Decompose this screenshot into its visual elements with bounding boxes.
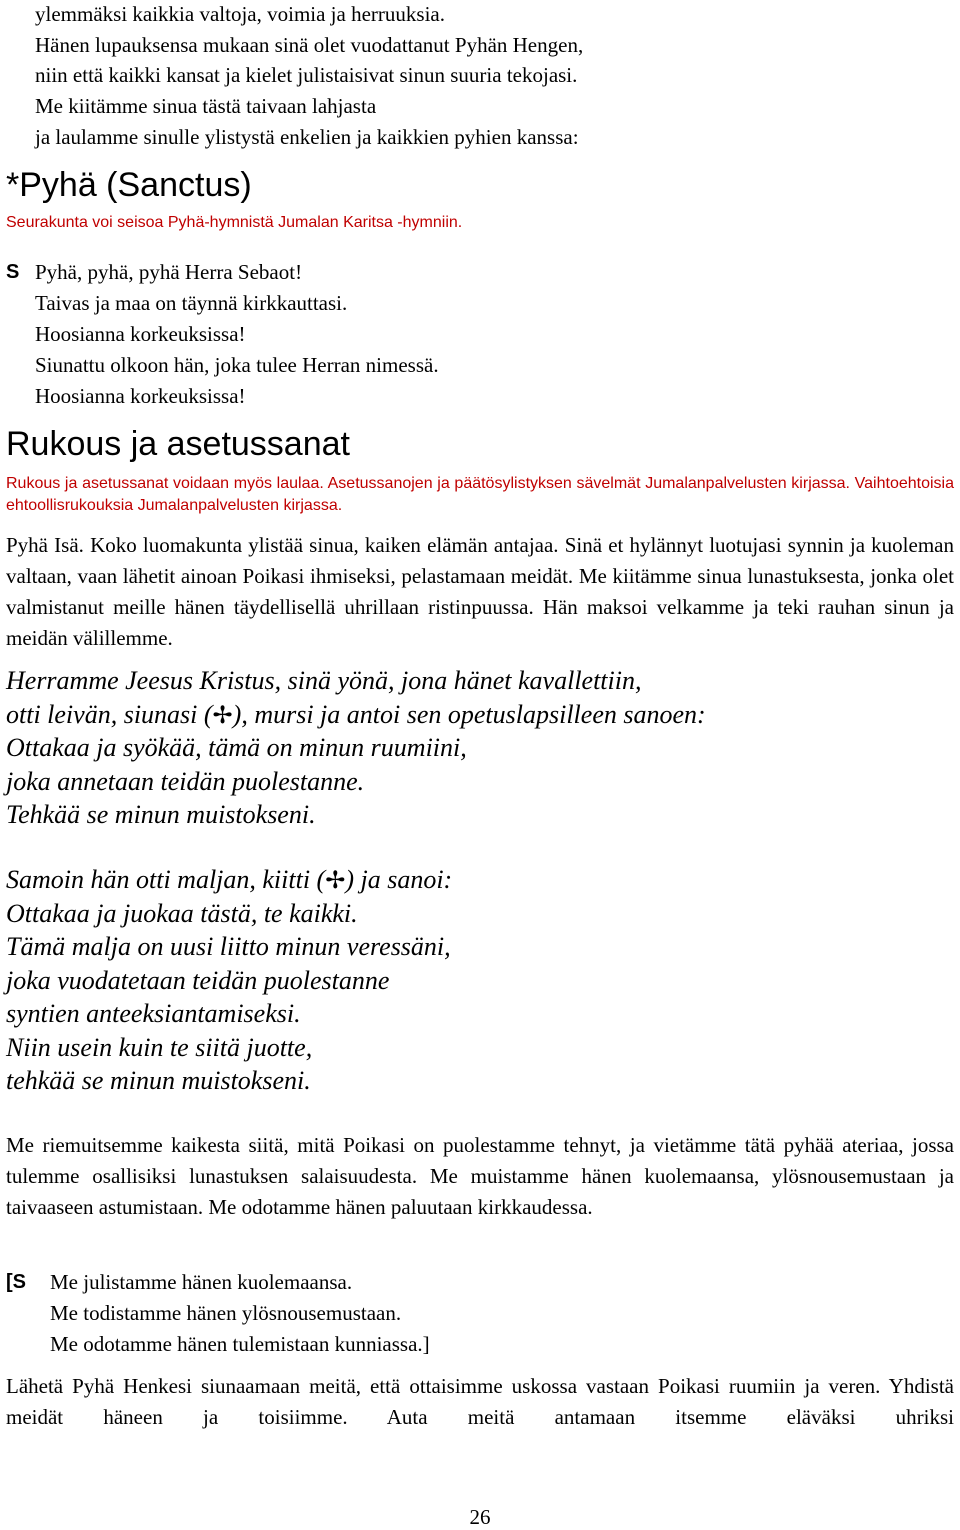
rubric-sanctus: Seurakunta voi seisoa Pyhä-hymnistä Jumalan Karitsa -hymniin. bbox=[6, 214, 463, 231]
prayer-paragraph-3: Lähetä Pyhä Henkesi siunaamaan meitä, että ottaisimme uskossa vastaan Poikasi ruumiin ja veren. Yhdistä meidät häneen ja toisiimme. Auta meitä antamaan itsemme eläväksi uhriksi bbox=[6, 1374, 954, 1429]
sanctus-line: Hoosianna korkeuksissa! bbox=[35, 322, 246, 346]
text-line: Hänen lupauksensa mukaan sinä olet vuodattanut Pyhän Hengen, bbox=[35, 33, 584, 57]
sanctus-line: Hoosianna korkeuksissa! bbox=[35, 384, 246, 408]
speaker-marker-s: S bbox=[6, 261, 20, 283]
sanctus-line: Pyhä, pyhä, pyhä Herra Sebaot! bbox=[35, 260, 303, 284]
institution-bread-line: joka annetaan teidän puolestanne. bbox=[6, 767, 365, 796]
speaker-marker-s-bracket: [S bbox=[6, 1271, 26, 1293]
section-heading-sanctus: *Pyhä (Sanctus) bbox=[6, 166, 252, 204]
acclamation-line: Me todistamme hänen ylösnousemustaan. bbox=[50, 1301, 402, 1325]
sanctus-line: Siunattu olkoon hän, joka tulee Herran nimessä. bbox=[35, 353, 439, 377]
institution-cup-line: tehkää se minun muistokseni. bbox=[6, 1066, 311, 1095]
institution-cup-line: syntien anteeksiantamiseksi. bbox=[6, 999, 301, 1028]
text-line: Me kiitämme sinua tästä taivaan lahjasta bbox=[35, 94, 377, 118]
cross-icon: ✢ bbox=[325, 866, 346, 894]
prayer-paragraph-2: Me riemuitsemme kaikesta siitä, mitä Poikasi on puolestamme tehnyt, ja vietämme tätä pyhää ateriaa, jossa tulemme osallisiksi lunastuksen salaisuudesta. Me muistamme hänen kuolemaansa, ylösnousemustaan ja taivaaseen astumistaan. Me odotamme hänen paluutaan kirkkaudessa. bbox=[6, 1133, 954, 1219]
acclamation-line: Me odotamme hänen tulemistaan kunniassa.] bbox=[50, 1332, 430, 1356]
section-heading-prayer: Rukous ja asetussanat bbox=[6, 425, 350, 463]
cross-icon: ✢ bbox=[212, 701, 233, 729]
institution-cup-line: Samoin hän otti maljan, kiitti (✢) ja sanoi: bbox=[6, 865, 453, 894]
sanctus-line: Taivas ja maa on täynnä kirkkauttasi. bbox=[35, 291, 348, 315]
institution-cup-line: Tämä malja on uusi liitto minun veressäni, bbox=[6, 932, 451, 961]
page-number: 26 bbox=[469, 1505, 491, 1529]
text-line: ja laulamme sinulle ylistystä enkelien ja kaikkien pyhien kanssa: bbox=[35, 125, 579, 149]
institution-bread-line: otti leivän, siunasi (✢), mursi ja antoi sen opetuslapsilleen sanoen: bbox=[6, 700, 706, 729]
institution-bread-line: Ottakaa ja syökää, tämä on minun ruumiini, bbox=[6, 733, 467, 762]
prayer-paragraph-1: Pyhä Isä. Koko luomakunta ylistää sinua, kaiken elämän antajaa. Sinä et hylännyt luotujasi synnin ja kuoleman valtaan, vaan lähetit ainoan Poikasi ihmiseksi, pelastamaan meidät. Me kiitämme sinua lunastuksesta, jonka olet valmistanut meille hänen täydellisellä uhrillaan ristinpuussa. Hän maksoi velkamme ja teki rauhan sinun ja meidän välillemme. bbox=[6, 533, 954, 650]
institution-cup-line: Niin usein kuin te siitä juotte, bbox=[6, 1033, 313, 1062]
rubric-prayer: Rukous ja asetussanat voidaan myös laulaa. Asetussanojen ja päätösylistyksen sävelmät Jumalanpalvelusten kirjassa. Vaihtoehtoisia ehtoollisrukouksia Jumalanpalvelusten kirjassa. bbox=[6, 475, 954, 514]
institution-bread-line: Tehkää se minun muistokseni. bbox=[6, 800, 316, 829]
institution-bread-line: Herramme Jeesus Kristus, sinä yönä, jona hänet kavallettiin, bbox=[6, 666, 642, 695]
institution-cup-line: Ottakaa ja juokaa tästä, te kaikki. bbox=[6, 899, 358, 928]
text-line: niin että kaikki kansat ja kielet julistaisivat sinun suuria tekojasi. bbox=[35, 63, 578, 87]
institution-cup-line: joka vuodatetaan teidän puolestanne bbox=[6, 966, 390, 995]
acclamation-line: Me julistamme hänen kuolemaansa. bbox=[50, 1270, 353, 1294]
text-line: ylemmäksi kaikkia valtoja, voimia ja herruuksia. bbox=[35, 2, 445, 26]
